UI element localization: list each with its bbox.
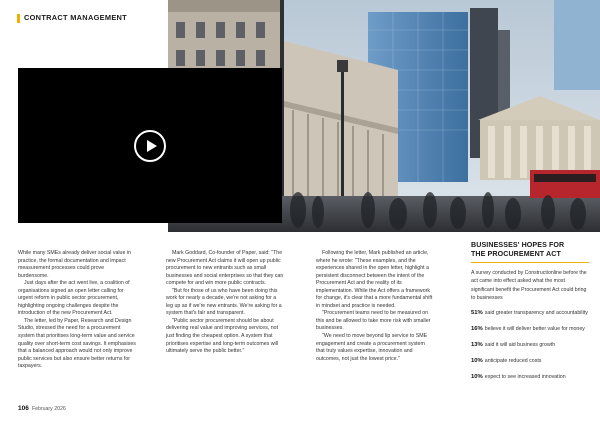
stat-text: said it will aid business growth [484, 341, 556, 348]
section-header [0, 0, 168, 36]
issue-date: February 2026 [32, 406, 66, 412]
play-button[interactable] [134, 130, 166, 162]
stat-text: believe it will deliver better value for money [484, 325, 585, 332]
paragraph: "But for those of us who have been doing this work for nearly a decade, we're not asking for a leg up as if we're new entrants. We're asking for a system that's fair and transparent. [166, 287, 282, 317]
survey-sidebar [471, 241, 589, 389]
page-number: 106 [18, 405, 29, 412]
stat-percent: 51% [471, 309, 483, 316]
stat-percent: 16% [471, 325, 483, 332]
stat-item [471, 373, 589, 381]
paragraph: Just days after the act went live, a coalition of organisations signed an open letter calling for urgent reform in public sector procurement, highlighting ongoing challenges despite the introduction of the new Procurement Act. [18, 280, 130, 317]
article-column-2 [166, 250, 284, 356]
stat-percent: 10% [471, 357, 483, 364]
play-icon [147, 140, 157, 152]
stat-percent: 13% [471, 341, 483, 348]
article-column-1 [18, 250, 136, 371]
stat-item [471, 309, 589, 317]
paragraph: The letter, led by Paper, Research and Design Studio, stressed the need for a procurement system that prioritises long-term value and service quality over short-term cost savings. It emphasises that a balanced approach would not only improve public services but also ensure better returns for taxpayers. [18, 317, 136, 370]
header-accent-bar [17, 14, 20, 23]
sidebar-intro: A survey conducted by Constructionline before the act came into effect asked what the most significant benefit the Procurement Act could bring to businesses [471, 270, 587, 302]
paragraph: While many SMEs already deliver social value in practice, the formal documentation and impact measurement processes could prove burdensome. [18, 250, 131, 279]
stat-text: said greater transparency and accountability [484, 309, 588, 316]
paragraph: Following the letter, Mark published an article, where he wrote: "These examples, and the experiences shared in the open letter, highlight a persistent disconnect between the intent of the Procurement Act and the reality of its implementation. While the Act offers a framework for change, it's clear that a more fundamental shift in mindset and practice is needed. [316, 250, 433, 309]
stat-item [471, 357, 589, 365]
sidebar-heading [471, 241, 589, 259]
stat-item [471, 325, 589, 333]
section-title: CONTRACT MANAGEMENT [24, 13, 128, 22]
stat-text: anticipate reduced costs [484, 357, 542, 364]
sidebar-heading-line-1: BUSINESSES' HOPES FOR [471, 241, 565, 249]
paragraph: "Procurement teams need to be measured on this and be allowed to take more risk with smaller businesses. [316, 310, 431, 332]
sidebar-divider [471, 262, 589, 263]
stat-text: expect to see increased innovation [484, 373, 566, 380]
stat-item [471, 341, 589, 349]
stat-percent: 10% [471, 373, 483, 380]
paragraph: Mark Goddard, Co-founder of Paper, said: "The new Procurement Act claims it will open up public procurement to new entrants such as small businesses and social enterprises so that they can compete for and win more public contracts. [166, 250, 284, 287]
sidebar-heading-line-2: THE PROCUREMENT ACT [471, 250, 561, 258]
article-column-3 [316, 250, 434, 363]
video-player[interactable] [18, 68, 282, 223]
paragraph: "We need to move beyond lip service to SME engagement and create a procurement system that truly values expertise, innovation and outcomes, not just the lowest price." [316, 333, 428, 362]
paragraph: "Public sector procurement should be about delivering real value and improving services, not just finding the cheapest option. A system that prioritises expertise and long-term outcomes will ultimately serve the public better." [166, 317, 279, 355]
